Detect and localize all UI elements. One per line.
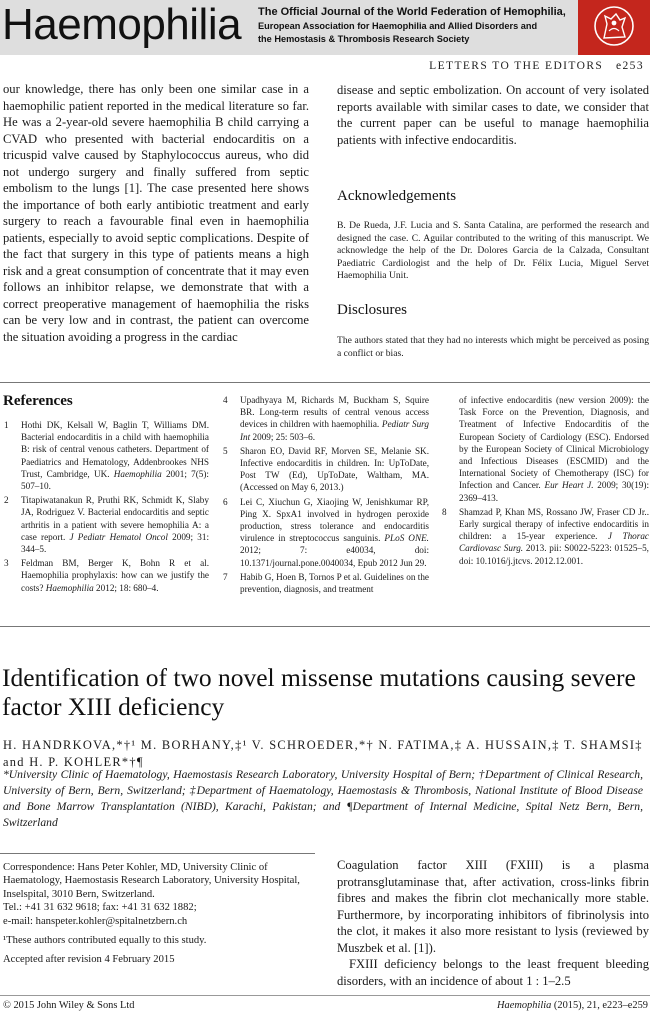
acknowledgements-text: B. De Rueda, J.F. Lucia and S. Santa Catalina, are performed the research and designed the case. C. Aguilar contributed to the writing of this manuscript. We acknowledge the help of the Dr. Dolores Garcia de la Calzada, Consultant Paediatric Cardiologist and the help of Dr. Félix Lucia, Miguel Servet Haemophilia Unit. — [337, 220, 649, 282]
reference-item — [3, 494, 209, 555]
copyright: © 2015 John Wiley & Sons Ltd — [3, 1000, 135, 1011]
reference-item — [222, 394, 429, 443]
citation-volume: (2015), 21, e223–e259 — [553, 1000, 648, 1011]
footer-divider — [0, 995, 650, 996]
reference-number: 4 — [223, 395, 228, 405]
reference-number: 1 — [4, 420, 9, 430]
acknowledgements-heading: Acknowledgements — [337, 188, 457, 204]
reference-source: J Thorac Cardiovasc Surg. — [459, 531, 649, 554]
reference-item — [222, 571, 429, 595]
accepted-date: Accepted after revision 4 February 2015 — [3, 954, 175, 966]
correspondence-phone: Tel.: +41 31 632 9618; fax: +41 31 632 1882; — [3, 902, 197, 914]
reference-number: 3 — [4, 558, 9, 569]
reference-source: PLoS ONE. — [384, 533, 429, 544]
correspondence-block — [3, 861, 315, 967]
journal-name: Haemophilia — [497, 1000, 552, 1011]
reference-number: 5 — [223, 445, 228, 456]
reference-item — [3, 557, 209, 594]
references-heading: References — [3, 393, 73, 409]
reference-column-1 — [3, 419, 209, 596]
correspondence-address: Correspondence: Hans Peter Kohler, MD, University Clinic of Haematology, Haemostasis Research Laboratory, University Hospital, Inselspital, 3010 Bern, Switzerland. — [3, 862, 300, 900]
intro-paragraph-1: Coagulation factor XIII (FXIII) is a plasma protransglutaminase that, after activation, cross-links fibrin fibres and makes the fibrin clot mechanically more stable. Furthermore, by incorporating inhibitors of fibrinolysis into the clot, it makes it also more resistant to lysis (reviewed by Muszbek et al. [1]). — [337, 858, 649, 955]
reference-text: Habib G, Hoen B, Tornos P et al. Guidelines on the prevention, diagnosis, and treatment — [240, 571, 429, 595]
reference-text: Hothi DK, Kelsall W, Baglin T, Williams DM. Bacterial endocarditis in a child with haemophilia B: risk of central venous catheters. Department of Paediatrics and Hematology, Addenbrookes NHS Trust, Cambridge, UK. — [21, 420, 209, 479]
equal-contribution-note: ¹These authors contributed equally to this study. — [3, 935, 207, 947]
reference-item — [222, 496, 429, 569]
divider — [0, 382, 650, 383]
reference-item — [3, 419, 209, 492]
reference-volume: 2012; 18: 680–4. — [93, 582, 159, 593]
journal-desc-line-1: The Official Journal of the World Federation of Hemophilia, — [258, 6, 566, 18]
reference-text: Feldman BM, Berger K, Bohn R et al. Haemophilia prophylaxis: how can we justify the costs? — [21, 558, 209, 593]
reference-source: Eur Heart J. — [544, 480, 594, 491]
journal-citation — [497, 1000, 648, 1011]
letter-body-left: our knowledge, there has only been one similar case in a haemophilic patient reported in the medical literature so far. He was a 2-year-old severe haemophilia B child carrying a CVAD who presented with bacterial endocarditis on a tricuspid valve caused by Staphylococcus aureus, who did not undergo surgery and finally suffered from septic embolism to the lungs [1]. The case presented here shows the importance of both early antibiotic treatment and early surgery to reach a favourable final even in haemophilia patients, especially to avoid septic complications. Despite of the fact that surgery in this type of patients means a high risk and a great consumption of concentrate that it may even follows an inhibitor relapse, we demonstrate that with a correct preoperative management of haemophilia the risks can be very low and in contrast, the patient can overcome the situation avoiding a progress in the cardiac — [3, 82, 309, 344]
reference-text: Lei C, Xiuchun G, Xiaojing W, Jenishkumar RP, Ping X. SpxA1 involved in hydrogen peroxide production, stress tolerance and endocarditis virulence in streptococcus sanguinis. — [240, 496, 429, 544]
disclosures-heading: Disclosures — [337, 302, 407, 318]
reference-number: 6 — [223, 496, 228, 507]
journal-desc-line-3: the Hemostasis & Thrombosis Research Society — [258, 33, 470, 44]
reference-number: 8 — [442, 506, 447, 517]
reference-number: 7 — [223, 571, 228, 582]
disclosures-text: The authors stated that they had no interests which might be perceived as posing a conflict or bias. — [337, 335, 649, 359]
letter-body-right: disease and septic embolization. On account of very isolated reports available with similar cases to date, we consider that the current paper can be useful to manage haemophilia patients with infective endocarditis. — [337, 83, 649, 147]
reference-item — [441, 506, 649, 567]
reference-volume: 2012; 7: e40034, doi: 10.1371/journal.pone.0040034, Epub 2012 Jun 29. — [240, 545, 429, 568]
journal-desc-line-2: European Association for Haemophilia and Allied Disorders and — [258, 21, 538, 31]
reference-source: Haemophilia — [113, 468, 162, 479]
page-number: e253 — [616, 60, 644, 72]
reference-item — [441, 394, 649, 504]
section-name: LETTERS TO THE EDITORS — [429, 60, 604, 72]
running-header — [429, 60, 644, 72]
correspondence-divider — [0, 853, 315, 854]
article-title: Identification of two novel missense mutations causing severe factor XIII deficiency — [2, 663, 636, 721]
journal-description — [258, 5, 573, 45]
reference-source: Haemophilia — [45, 582, 94, 593]
reference-text: Titapiwatanakun R, Pruthi RK, Schmidt K, Slaby JA, Rodriguez V. Bacterial endocarditis and septic arthritis in a patient with severe hemophilia A: a case report. — [21, 495, 209, 542]
reference-volume: 2001; 7(5): 507–10. — [21, 468, 209, 492]
reference-column-2 — [222, 394, 429, 597]
correspondence-email: e-mail: hanspeter.kohler@spitalnetzbern.ch — [3, 915, 188, 927]
reference-source: J Pediatr Hematol Oncol — [69, 531, 168, 542]
journal-logo: Haemophilia — [2, 0, 242, 49]
reference-volume: 2009; 30(19): 2369–413. — [459, 480, 650, 503]
reference-source: Pediatr Surg Int — [240, 419, 429, 442]
reference-number: 2 — [4, 495, 9, 506]
intro-paragraph-2: FXIII deficiency belongs to the least frequent bleeding disorders, with an incidence of about 1 : 1–2.5 — [337, 957, 649, 988]
reference-item — [222, 445, 429, 494]
reference-column-3 — [441, 394, 649, 569]
reference-text: Sharon EO, David RF, Morven SE, Melanie SK. Infective endocarditis in children. In: UpToDate, Post TW (Ed), UpToDate, Waltham, MA. (Accessed on May 6, 2013.) — [240, 445, 429, 493]
reference-volume: 2013. pii: S0022-5223: 01525–5, doi: 10.1016/j.jtcvs. 2012.12.001. — [459, 543, 649, 566]
reference-text: Shamzad P, Khan MS, Rossano JW, Fraser CD Jr.. Early surgical therapy of infective endocarditis in children: a 15-year experience. — [459, 506, 649, 542]
reference-text: of infective endocarditis (new version 2009): the Task Force on the Prevention, Diagnosis, and Treatment of Infective Endocarditis of the European Society of Cardiology (ESC). Endorsed by the European Society of Clinical Microbiology and Infectious Diseases (ESCMID) and the International Society of Chemotherapy (ISC) for Infection and Cancer. — [459, 395, 649, 491]
reference-volume: 2009; 31: 344–5. — [21, 531, 210, 555]
journal-masthead — [0, 0, 650, 55]
author-list: H. HANDRKOVA,*†¹ M. BORHANY,‡¹ V. SCHROEDER,*† N. FATIMA,‡ A. HUSSAIN,‡ T. SHAMSI‡ and H. P. KOHLER*†¶ — [3, 738, 643, 769]
divider — [0, 626, 650, 627]
reference-text: Upadhyaya M, Richards M, Buckham S, Squire BR. Long-term results of central venous access devices in children with haemophilia. — [240, 395, 429, 430]
author-affiliations: *University Clinic of Haematology, Haemostasis Research Laboratory, University Hospital of Bern; †Department of Clinical Research, University of Bern, Bern, Switzerland; ‡Department of Haematology, Haemostasis & Thrombosis, National Institute of Blood Disease and Bone Marrow Transplantation (NIBD), Karachi, Pakistan; and ¶Department of Internal Medicine, Spital Netz Bern, Bern, Switzerland — [3, 768, 643, 829]
society-crest-icon — [578, 0, 650, 55]
article-intro — [337, 857, 649, 989]
reference-volume: 2009; 25: 503–6. — [250, 431, 316, 442]
